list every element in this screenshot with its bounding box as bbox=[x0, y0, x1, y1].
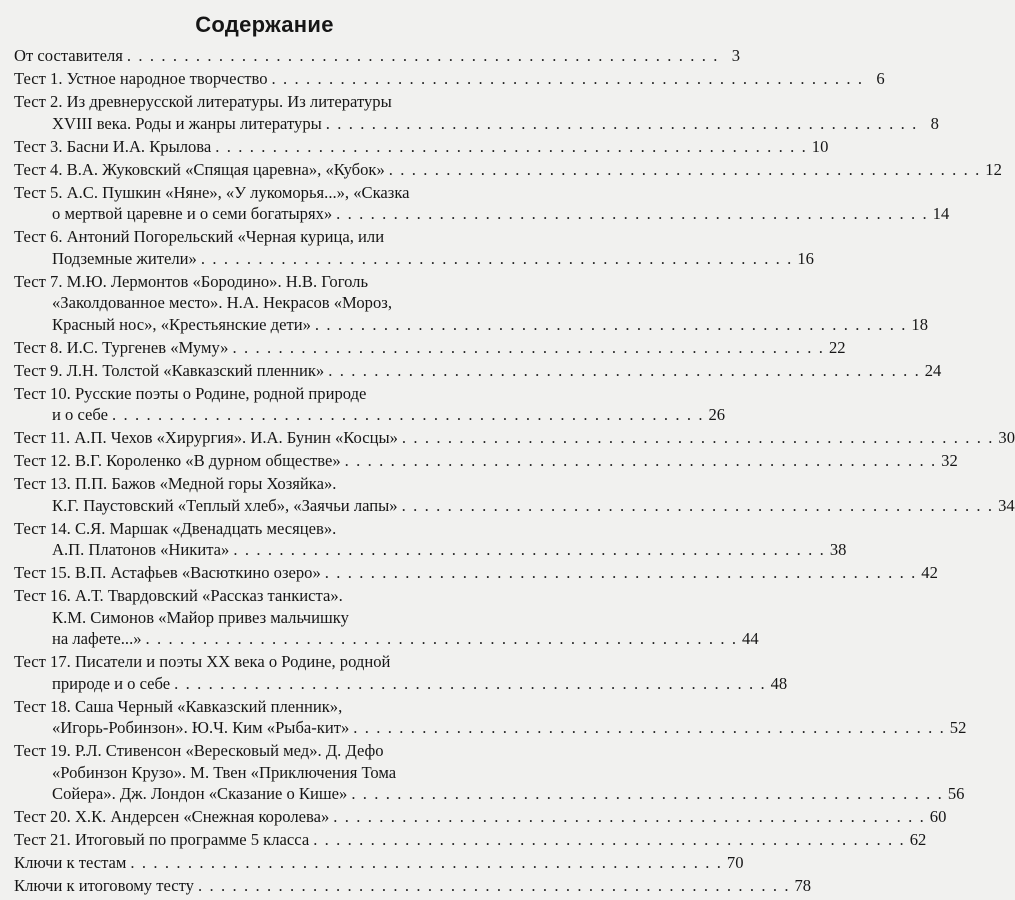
toc-page-number: 44 bbox=[742, 629, 759, 648]
toc-entry bbox=[14, 806, 947, 828]
page-title: Содержание bbox=[195, 12, 334, 37]
dot-leader: . . . . . . . . . . . . . . . . . . . . . . . . . . . . . . . . . . . . . . . . . . . . . . . . . . . . bbox=[112, 405, 705, 424]
toc-entry-line bbox=[14, 806, 947, 828]
toc-page-number: 12 bbox=[985, 159, 1002, 179]
toc-entry-text: Тест 6. Антоний Погорельский «Черная курица, или bbox=[14, 227, 385, 246]
dot-leader: . . . . . . . . . . . . . . . . . . . . . . . . . . . . . . . . . . . . . . . . . . . . . . . . . . . . bbox=[353, 718, 946, 737]
toc-entry-text: на лафете...» bbox=[52, 629, 142, 648]
toc-entry-text: XVIII века. Роды и жанры литературы bbox=[52, 113, 322, 133]
toc-entry bbox=[14, 226, 814, 269]
toc-entry bbox=[14, 829, 927, 851]
dot-leader: . . . . . . . . . . . . . . . . . . . . . . . . . . . . . . . . . . . . . . . . . . . . . . . . . . . . bbox=[215, 136, 808, 156]
toc-page-number: 70 bbox=[726, 853, 744, 872]
toc-page-number: 48 bbox=[770, 673, 788, 693]
toc-entry bbox=[14, 271, 928, 336]
toc-entry-text: и о себе bbox=[52, 405, 108, 424]
dot-leader: . . . . . . . . . . . . . . . . . . . . . . . . . . . . . . . . . . . . . . . . . . . . . . . . . . . . bbox=[271, 69, 864, 88]
toc-page-number: 38 bbox=[829, 540, 847, 559]
toc-page-number: 34 bbox=[998, 495, 1015, 515]
toc-entry-line bbox=[14, 248, 814, 270]
toc-entry-line bbox=[14, 740, 500, 762]
toc-entry-line bbox=[14, 673, 788, 695]
table-of-contents bbox=[14, 45, 1015, 898]
dot-leader: . . . . . . . . . . . . . . . . . . . . . . . . . . . . . . . . . . . . . . . . . . . . . . . . . . . . bbox=[401, 428, 995, 447]
dot-leader: . . . . . . . . . . . . . . . . . . . . . . . . . . . . . . . . . . . . . . . . . . . . . . . . . . . . bbox=[233, 540, 826, 559]
toc-entry-text: Красный нос», «Крестьянские дети» bbox=[52, 314, 311, 334]
dot-leader: . . . . . . . . . . . . . . . . . . . . . . . . . . . . . . . . . . . . . . . . . . . . . . . . . . . . bbox=[388, 159, 981, 179]
toc-entry-line bbox=[14, 45, 740, 67]
toc-entry bbox=[14, 852, 744, 874]
toc-entry-text: Тест 12. В.Г. Короленко «В дурном обществе» bbox=[14, 451, 341, 470]
dot-leader: . . . . . . . . . . . . . . . . . . . . . . . . . . . . . . . . . . . . . . . . . . . . . . . . . . . . bbox=[344, 451, 937, 470]
toc-entry bbox=[14, 337, 846, 359]
toc-entry-text: Тест 19. Р.Л. Стивенсон «Вересковый мед». Д. Дефо bbox=[14, 741, 384, 760]
toc-entry-text: Тест 4. В.А. Жуковский «Спящая царевна», «Кубок» bbox=[14, 159, 385, 179]
toc-entry-line bbox=[14, 585, 500, 607]
dot-leader: . . . . . . . . . . . . . . . . . . . . . . . . . . . . . . . . . . . . . . . . . . . . . . . . . . . . bbox=[324, 563, 917, 582]
toc-entry-line bbox=[14, 203, 950, 225]
toc-entry-text: «Игорь-Робинзон». Ю.Ч. Ким «Рыба-кит» bbox=[52, 718, 350, 737]
toc-page-number: 26 bbox=[708, 405, 726, 424]
toc-entry-line bbox=[14, 852, 744, 874]
toc-entry-text: Тест 3. Басни И.А. Крылова bbox=[14, 136, 212, 156]
toc-entry bbox=[14, 450, 958, 472]
toc-entry-line bbox=[14, 226, 500, 248]
toc-entry-line bbox=[14, 314, 928, 336]
toc-page-number: 16 bbox=[797, 248, 814, 268]
toc-entry-line bbox=[14, 450, 958, 472]
toc-entry-line bbox=[14, 360, 942, 382]
toc-entry bbox=[14, 427, 1015, 449]
toc-entry-text: Тест 14. С.Я. Маршак «Двенадцать месяцев». bbox=[14, 518, 337, 538]
toc-entry bbox=[14, 585, 759, 650]
toc-entry-line bbox=[14, 473, 500, 495]
toc-page-number: 32 bbox=[941, 451, 958, 470]
toc-entry-line bbox=[14, 383, 500, 405]
dot-leader: . . . . . . . . . . . . . . . . . . . . . . . . . . . . . . . . . . . . . . . . . . . . . . . . . . . . bbox=[232, 337, 825, 357]
toc-entry-text: Ключи к итоговому тесту bbox=[14, 876, 194, 895]
toc-page-number: 56 bbox=[947, 784, 965, 803]
dot-leader: . . . . . . . . . . . . . . . . . . . . . . . . . . . . . . . . . . . . . . . . . . . . . . . . . . . . bbox=[130, 853, 723, 872]
toc-entry bbox=[14, 45, 740, 67]
toc-entry-line bbox=[14, 136, 829, 158]
toc-entry-text: А.П. Платонов «Никита» bbox=[52, 540, 230, 559]
dot-leader: . . . . . . . . . . . . . . . . . . . . . . . . . . . . . . . . . . . . . . . . . . . . . . . . . . . . bbox=[145, 629, 738, 648]
dot-leader: . . . . . . . . . . . . . . . . . . . . . . . . . . . . . . . . . . . . . . . . . . . . . . . . . . . . bbox=[314, 314, 907, 334]
toc-entry-text: о мертвой царевне и о семи богатырях» bbox=[52, 204, 333, 223]
toc-entry-text: К.М. Симонов «Майор привез мальчишку bbox=[52, 607, 349, 627]
toc-page-number: 6 bbox=[876, 69, 885, 88]
toc-page-number: 18 bbox=[911, 314, 928, 334]
toc-entry-text: Сойера». Дж. Лондон «Сказание о Кише» bbox=[52, 784, 348, 803]
toc-entry-line bbox=[14, 628, 759, 650]
dot-leader: . . . . . . . . . . . . . . . . . . . . . . . . . . . . . . . . . . . . . . . . . . . . . . . . . . . . bbox=[401, 495, 994, 515]
toc-entry-line bbox=[14, 539, 847, 561]
toc-entry-text: Тест 10. Русские поэты о Родине, родной природе bbox=[14, 383, 367, 403]
dot-leader: . . . . . . . . . . . . . . . . . . . . . . . . . . . . . . . . . . . . . . . . . . . . . . . . . . . . bbox=[325, 113, 918, 133]
toc-entry-text: природе и о себе bbox=[52, 673, 171, 693]
toc-entry-line bbox=[14, 518, 500, 540]
toc-entry-line bbox=[14, 404, 726, 426]
toc-page-number: 30 bbox=[998, 428, 1015, 447]
toc-entry bbox=[14, 136, 829, 158]
toc-entry-line bbox=[14, 495, 1015, 517]
toc-page-number: 3 bbox=[731, 46, 740, 65]
dot-leader: . . . . . . . . . . . . . . . . . . . . . . . . . . . . . . . . . . . . . . . . . . . . . . . . . . . . bbox=[200, 248, 793, 268]
toc-entry-text: Тест 8. И.С. Тургенев «Муму» bbox=[14, 337, 229, 357]
toc-entry-text: Тест 7. М.Ю. Лермонтов «Бородино». Н.В. Гоголь bbox=[14, 271, 369, 291]
dot-leader: . . . . . . . . . . . . . . . . . . . . . . . . . . . . . . . . . . . . . . . . . . . . . . . . . . . . bbox=[333, 807, 926, 826]
toc-entry-line bbox=[14, 292, 500, 314]
toc-entry bbox=[14, 562, 938, 584]
dot-leader: . . . . . . . . . . . . . . . . . . . . . . . . . . . . . . . . . . . . . . . . . . . . . . . . . . . . bbox=[328, 360, 921, 380]
toc-entry-line bbox=[14, 68, 885, 90]
toc-entry-line bbox=[14, 337, 846, 359]
toc-entry-line bbox=[14, 651, 500, 673]
toc-entry-text: Тест 9. Л.Н. Толстой «Кавказский пленник» bbox=[14, 360, 325, 380]
toc-entry bbox=[14, 68, 885, 90]
toc-entry bbox=[14, 740, 965, 805]
toc-entry-line bbox=[14, 113, 939, 135]
toc-entry-text: Тест 2. Из древнерусской литературы. Из литературы bbox=[14, 92, 392, 111]
toc-entry-text: Тест 1. Устное народное творчество bbox=[14, 69, 268, 88]
dot-leader: . . . . . . . . . . . . . . . . . . . . . . . . . . . . . . . . . . . . . . . . . . . . . . . . . . . . bbox=[336, 204, 929, 223]
toc-entry-text: Тест 15. В.П. Астафьев «Васюткино озеро» bbox=[14, 563, 321, 582]
toc-page-number: 24 bbox=[924, 360, 942, 380]
toc-entry-text: Тест 11. А.П. Чехов «Хирургия». И.А. Бунин «Косцы» bbox=[14, 428, 398, 447]
toc-entry-line bbox=[14, 762, 500, 784]
toc-entry-line bbox=[14, 562, 938, 584]
toc-page-number: 52 bbox=[949, 718, 967, 737]
toc-entry-text: Подземные жители» bbox=[52, 248, 197, 268]
dot-leader: . . . . . . . . . . . . . . . . . . . . . . . . . . . . . . . . . . . . . . . . . . . . . . . . . . . . bbox=[313, 830, 906, 849]
toc-page-number: 10 bbox=[811, 136, 829, 156]
toc-entry-line bbox=[14, 91, 500, 113]
toc-entry bbox=[14, 518, 847, 561]
toc-entry bbox=[14, 360, 942, 382]
dot-leader: . . . . . . . . . . . . . . . . . . . . . . . . . . . . . . . . . . . . . . . . . . . . . . . . . . . . bbox=[197, 876, 791, 895]
toc-entry-line bbox=[14, 182, 500, 204]
toc-entry-text: Тест 21. Итоговый по программе 5 класса bbox=[14, 830, 310, 849]
toc-entry-text: Ключи к тестам bbox=[14, 853, 127, 872]
toc-page-number: 42 bbox=[921, 563, 938, 582]
toc-entry-line bbox=[14, 783, 965, 805]
toc-entry bbox=[14, 696, 967, 739]
toc-entry-text: «Заколдованное место». Н.А. Некрасов «Мороз, bbox=[52, 293, 392, 312]
toc-entry-line bbox=[14, 271, 500, 293]
dot-leader: . . . . . . . . . . . . . . . . . . . . . . . . . . . . . . . . . . . . . . . . . . . . . . . . . . . . bbox=[126, 46, 719, 65]
toc-entry-text: К.Г. Паустовский «Теплый хлеб», «Заячьи лапы» bbox=[52, 495, 398, 515]
toc-page-number: 22 bbox=[828, 337, 846, 357]
toc-entry-text: «Робинзон Крузо». М. Твен «Приключения Тома bbox=[52, 762, 397, 782]
toc-entry-text: Тест 17. Писатели и поэты XX века о Родине, родной bbox=[14, 652, 391, 671]
toc-entry bbox=[14, 383, 726, 426]
toc-entry-text: Тест 18. Саша Черный «Кавказский пленник», bbox=[14, 696, 343, 716]
toc-entry-text: Тест 5. А.С. Пушкин «Няне», «У лукоморья...», «Сказка bbox=[14, 182, 410, 202]
toc-entry-text: От составителя bbox=[14, 46, 123, 65]
toc-entry-line bbox=[14, 427, 1015, 449]
toc-entry bbox=[14, 473, 1015, 516]
toc-entry-line bbox=[14, 829, 927, 851]
toc-page-number: 78 bbox=[794, 876, 812, 895]
toc-entry-line bbox=[14, 607, 500, 629]
toc-entry-line bbox=[14, 717, 967, 739]
dot-leader: . . . . . . . . . . . . . . . . . . . . . . . . . . . . . . . . . . . . . . . . . . . . . . . . . . . . bbox=[174, 673, 767, 693]
toc-entry bbox=[14, 182, 950, 225]
toc-page-number: 14 bbox=[932, 204, 950, 223]
dot-leader: . . . . . . . . . . . . . . . . . . . . . . . . . . . . . . . . . . . . . . . . . . . . . . . . . . . . bbox=[351, 784, 944, 803]
toc-entry bbox=[14, 159, 1002, 181]
toc-entry-line bbox=[14, 159, 1002, 181]
toc-page-number: 62 bbox=[909, 830, 927, 849]
toc-entry bbox=[14, 651, 788, 694]
toc-page-number: 8 bbox=[930, 113, 939, 133]
toc-entry bbox=[14, 91, 939, 134]
toc-entry-line bbox=[14, 696, 500, 718]
toc-entry-text: Тест 13. П.П. Бажов «Медной горы Хозяйка». bbox=[14, 474, 337, 493]
toc-entry-text: Тест 16. А.Т. Твардовский «Рассказ танкиста». bbox=[14, 586, 343, 605]
toc-page-number: 60 bbox=[929, 807, 947, 826]
toc-entry-text: Тест 20. Х.К. Андерсен «Снежная королева» bbox=[14, 807, 330, 826]
toc-entry-line bbox=[14, 875, 812, 897]
toc-entry bbox=[14, 875, 812, 897]
